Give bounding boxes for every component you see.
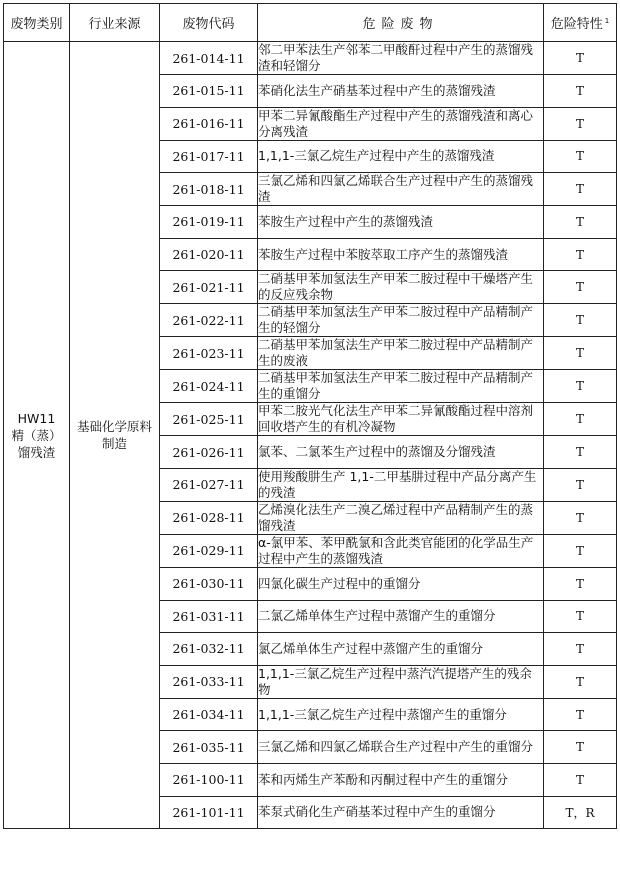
hazard-trait-cell: T [544,173,617,206]
waste-code-cell: 261-032-11 [160,633,258,666]
waste-description-cell: 二硝基甲苯加氢法生产甲苯二胺过程中产品精制产生的重馏分 [258,370,544,403]
waste-code-cell: 261-031-11 [160,600,258,633]
waste-code-cell: 261-029-11 [160,534,258,567]
waste-description-cell: 苯硝化法生产硝基苯过程中产生的蒸馏残渣 [258,75,544,108]
source-cell [70,42,160,829]
waste-description-cell: 邻二甲苯法生产邻苯二甲酸酐过程中产生的蒸馏残渣和轻馏分 [258,42,544,75]
waste-description-cell: 乙烯溴化法生产二溴乙烯过程中产品精制产生的蒸馏残渣 [258,501,544,534]
source-line: 制造 [101,436,127,452]
hazard-trait-cell: T [544,600,617,633]
hazard-trait-cell: T [544,238,617,271]
hazard-trait-cell: T [544,763,617,796]
header-trait [544,4,617,42]
category-cell [4,42,70,829]
waste-code-cell: 261-027-11 [160,468,258,501]
hazard-trait-cell: T [544,140,617,173]
header-hazard: 危险废物 [258,4,544,42]
waste-code-cell: 261-100-11 [160,763,258,796]
hazard-trait-cell: T [544,206,617,239]
waste-code-cell: 261-033-11 [160,665,258,698]
waste-description-cell: 使用羧酸肼生产 1,1-二甲基肼过程中产品分离产生的残渣 [258,468,544,501]
waste-description-cell: 甲苯二异氰酸酯生产过程中产生的蒸馏残渣和离心分离残渣 [258,107,544,140]
hazard-trait-cell: T，R [544,796,617,829]
category-line: 精（蒸） [11,427,62,443]
waste-code-cell: 261-035-11 [160,731,258,764]
waste-code-cell: 261-016-11 [160,107,258,140]
hazard-trait-cell: T [544,567,617,600]
waste-description-cell: 二硝基甲苯加氢法生产甲苯二胺过程中产品精制产生的轻馏分 [258,304,544,337]
waste-code-cell: 261-023-11 [160,337,258,370]
waste-code-cell: 261-024-11 [160,370,258,403]
waste-description-cell: 氯苯、二氯苯生产过程中的蒸馏及分馏残渣 [258,436,544,469]
waste-code-cell: 261-025-11 [160,403,258,436]
waste-description-cell: 二硝基甲苯加氢法生产甲苯二胺过程中产品精制产生的废液 [258,337,544,370]
waste-description-cell: 氯乙烯单体生产过程中蒸馏产生的重馏分 [258,633,544,666]
hazard-trait-cell: T [544,436,617,469]
hazard-trait-cell: T [544,633,617,666]
waste-code-cell: 261-019-11 [160,206,258,239]
waste-description-cell: 苯胺生产过程中苯胺萃取工序产生的蒸馏残渣 [258,238,544,271]
category-line: 馏残渣 [17,444,56,460]
waste-code-cell: 261-026-11 [160,436,258,469]
hazard-trait-cell: T [544,337,617,370]
table-row [4,42,617,75]
hazard-trait-cell: T [544,42,617,75]
hazard-trait-cell: T [544,468,617,501]
header-source: 行业来源 [70,4,160,42]
waste-code-cell: 261-017-11 [160,140,258,173]
waste-code-cell: 261-101-11 [160,796,258,829]
waste-code-cell: 261-030-11 [160,567,258,600]
waste-description-cell: 三氯乙烯和四氯乙烯联合生产过程中产生的重馏分 [258,731,544,764]
table-body [4,42,617,829]
header-trait-label: 危险特性 [550,17,603,32]
hazard-trait-cell: T [544,534,617,567]
waste-code-cell: 261-020-11 [160,238,258,271]
waste-description-cell: 三氯乙烯和四氯乙烯联合生产过程中产生的蒸馏残渣 [258,173,544,206]
waste-description-cell: 苯泵式硝化生产硝基苯过程中产生的重馏分 [258,796,544,829]
hazard-trait-cell: T [544,370,617,403]
hazard-trait-cell: T [544,665,617,698]
hazard-trait-cell: T [544,304,617,337]
waste-description-cell: α-氯甲苯、苯甲酰氯和含此类官能团的化学品生产过程中产生的蒸馏残渣 [258,534,544,567]
waste-code-cell: 261-021-11 [160,271,258,304]
waste-code-cell: 261-028-11 [160,501,258,534]
hazard-trait-cell: T [544,271,617,304]
header-row [4,4,617,42]
hazard-trait-cell: T [544,403,617,436]
hazardous-waste-table [3,3,617,829]
waste-description-cell: 1,1,1-三氯乙烷生产过程中产生的蒸馏残渣 [258,140,544,173]
waste-description-cell: 1,1,1-三氯乙烷生产过程中蒸馏产生的重馏分 [258,698,544,731]
header-code: 废物代码 [160,4,258,42]
header-category: 废物类别 [4,4,70,42]
waste-description-cell: 二氯乙烯单体生产过程中蒸馏产生的重馏分 [258,600,544,633]
waste-description-cell: 四氯化碳生产过程中的重馏分 [258,567,544,600]
waste-description-cell: 苯胺生产过程中产生的蒸馏残渣 [258,206,544,239]
waste-description-cell: 苯和丙烯生产苯酚和丙酮过程中产生的重馏分 [258,763,544,796]
waste-code-cell: 261-018-11 [160,173,258,206]
waste-code-cell: 261-014-11 [160,42,258,75]
waste-description-cell: 甲苯二胺光气化法生产甲苯二异氰酸酯过程中溶剂回收塔产生的有机冷凝物 [258,403,544,436]
waste-code-cell: 261-015-11 [160,75,258,108]
hazard-trait-cell: T [544,501,617,534]
waste-description-cell: 二硝基甲苯加氢法生产甲苯二胺过程中干燥塔产生的反应残余物 [258,271,544,304]
hazard-trait-cell: T [544,107,617,140]
header-trait-footnote: 1 [604,16,610,25]
hazard-trait-cell: T [544,731,617,764]
waste-code-cell: 261-022-11 [160,304,258,337]
hazard-trait-cell: T [544,75,617,108]
category-line: HW11 [17,410,56,426]
waste-description-cell: 1,1,1-三氯乙烷生产过程中蒸汽汽提塔产生的残余物 [258,665,544,698]
source-line: 基础化学原料 [76,419,152,435]
hazard-trait-cell: T [544,698,617,731]
waste-code-cell: 261-034-11 [160,698,258,731]
